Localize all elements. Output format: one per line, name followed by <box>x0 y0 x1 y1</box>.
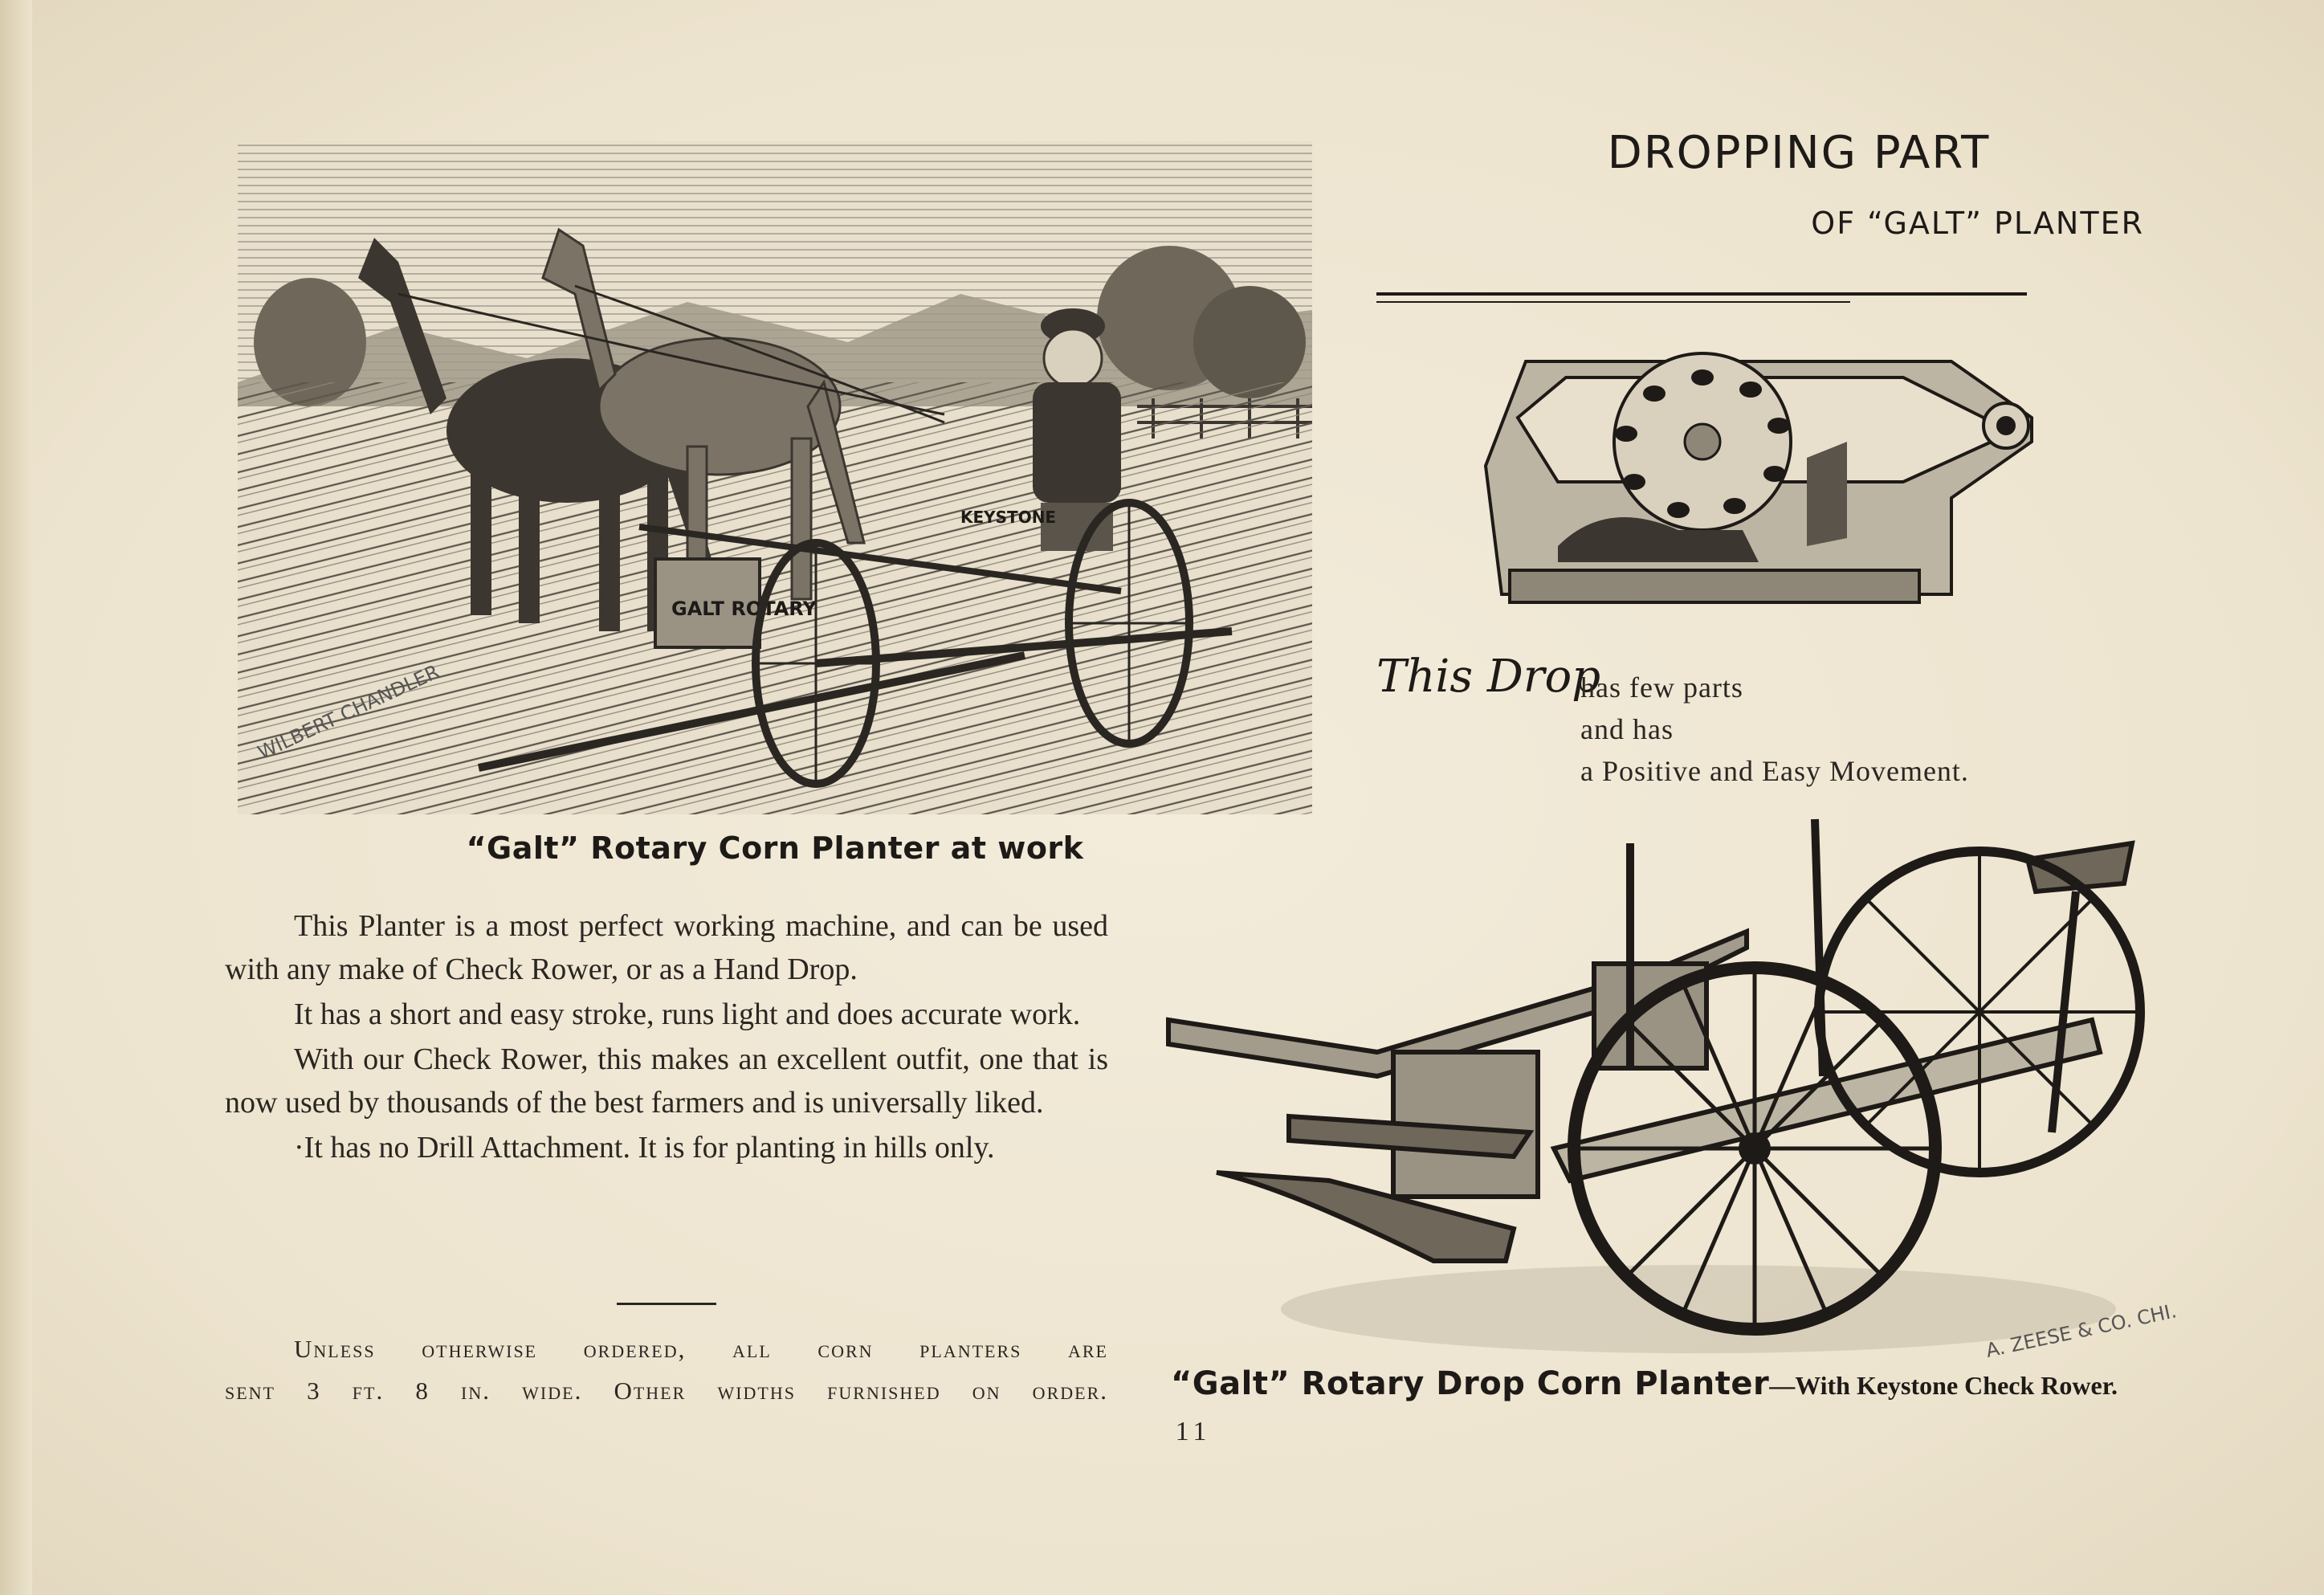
divider-rule <box>617 1303 716 1305</box>
description-text <box>225 904 1108 1169</box>
paragraph-1: This Planter is a most perfect working machine, and can be used with any make of Check Rower, or as a Hand Drop. <box>225 909 1108 986</box>
page-number: 11 <box>1175 1417 1212 1446</box>
notice-line-1: Unless otherwise ordered, all corn planters are <box>294 1335 1108 1363</box>
horses-planter-engraving <box>238 141 1312 814</box>
drop-description <box>1580 667 2078 792</box>
width-notice <box>225 1328 1108 1412</box>
engraver-signature-left: WILBERT CHANDLER <box>254 660 443 765</box>
paragraph-2: It has a short and easy stroke, runs light and does accurate work. <box>294 997 1081 1031</box>
right-illustration-caption <box>1171 1365 2118 1402</box>
dropping-part-engraving <box>1470 345 2056 618</box>
drop-line-2: and has <box>1580 713 1674 745</box>
caption-small: —With Keystone Check Rower. <box>1769 1371 2118 1400</box>
page-subtitle: OF “GALT” PLANTER <box>1811 206 2144 241</box>
caption-bold: “Galt” Rotary Drop Corn Planter <box>1171 1365 1770 1402</box>
drop-script-title: This Drop <box>1376 651 1601 703</box>
drop-line-3: a Positive and Easy Movement. <box>1580 755 1969 787</box>
page-title: DROPPING PART <box>1607 127 1991 179</box>
paragraph-3: With our Check Rower, this makes an excellent outfit, one that is now used by thousands of the best farmers and is universally liked. <box>225 1042 1108 1120</box>
paragraph-4: ·It has no Drill Attachment. It is for planting in hills only. <box>294 1131 995 1165</box>
drop-line-1: has few parts <box>1580 671 1743 704</box>
engraver-signature-right: A. ZEESE & CO. CHI. <box>1984 1299 2179 1362</box>
left-illustration-caption: “Galt” Rotary Corn Planter at work <box>466 830 1084 866</box>
book-spine-shadow <box>0 0 32 1595</box>
seat-label: KEYSTONE <box>960 508 1057 527</box>
box-label: GALT ROTARY <box>671 598 817 620</box>
double-rule <box>1376 292 2027 304</box>
rotary-drop-planter-engraving <box>1168 811 2179 1365</box>
notice-line-2: sent 3 ft. 8 in. wide. Other widths furnished on order. <box>225 1377 1108 1405</box>
